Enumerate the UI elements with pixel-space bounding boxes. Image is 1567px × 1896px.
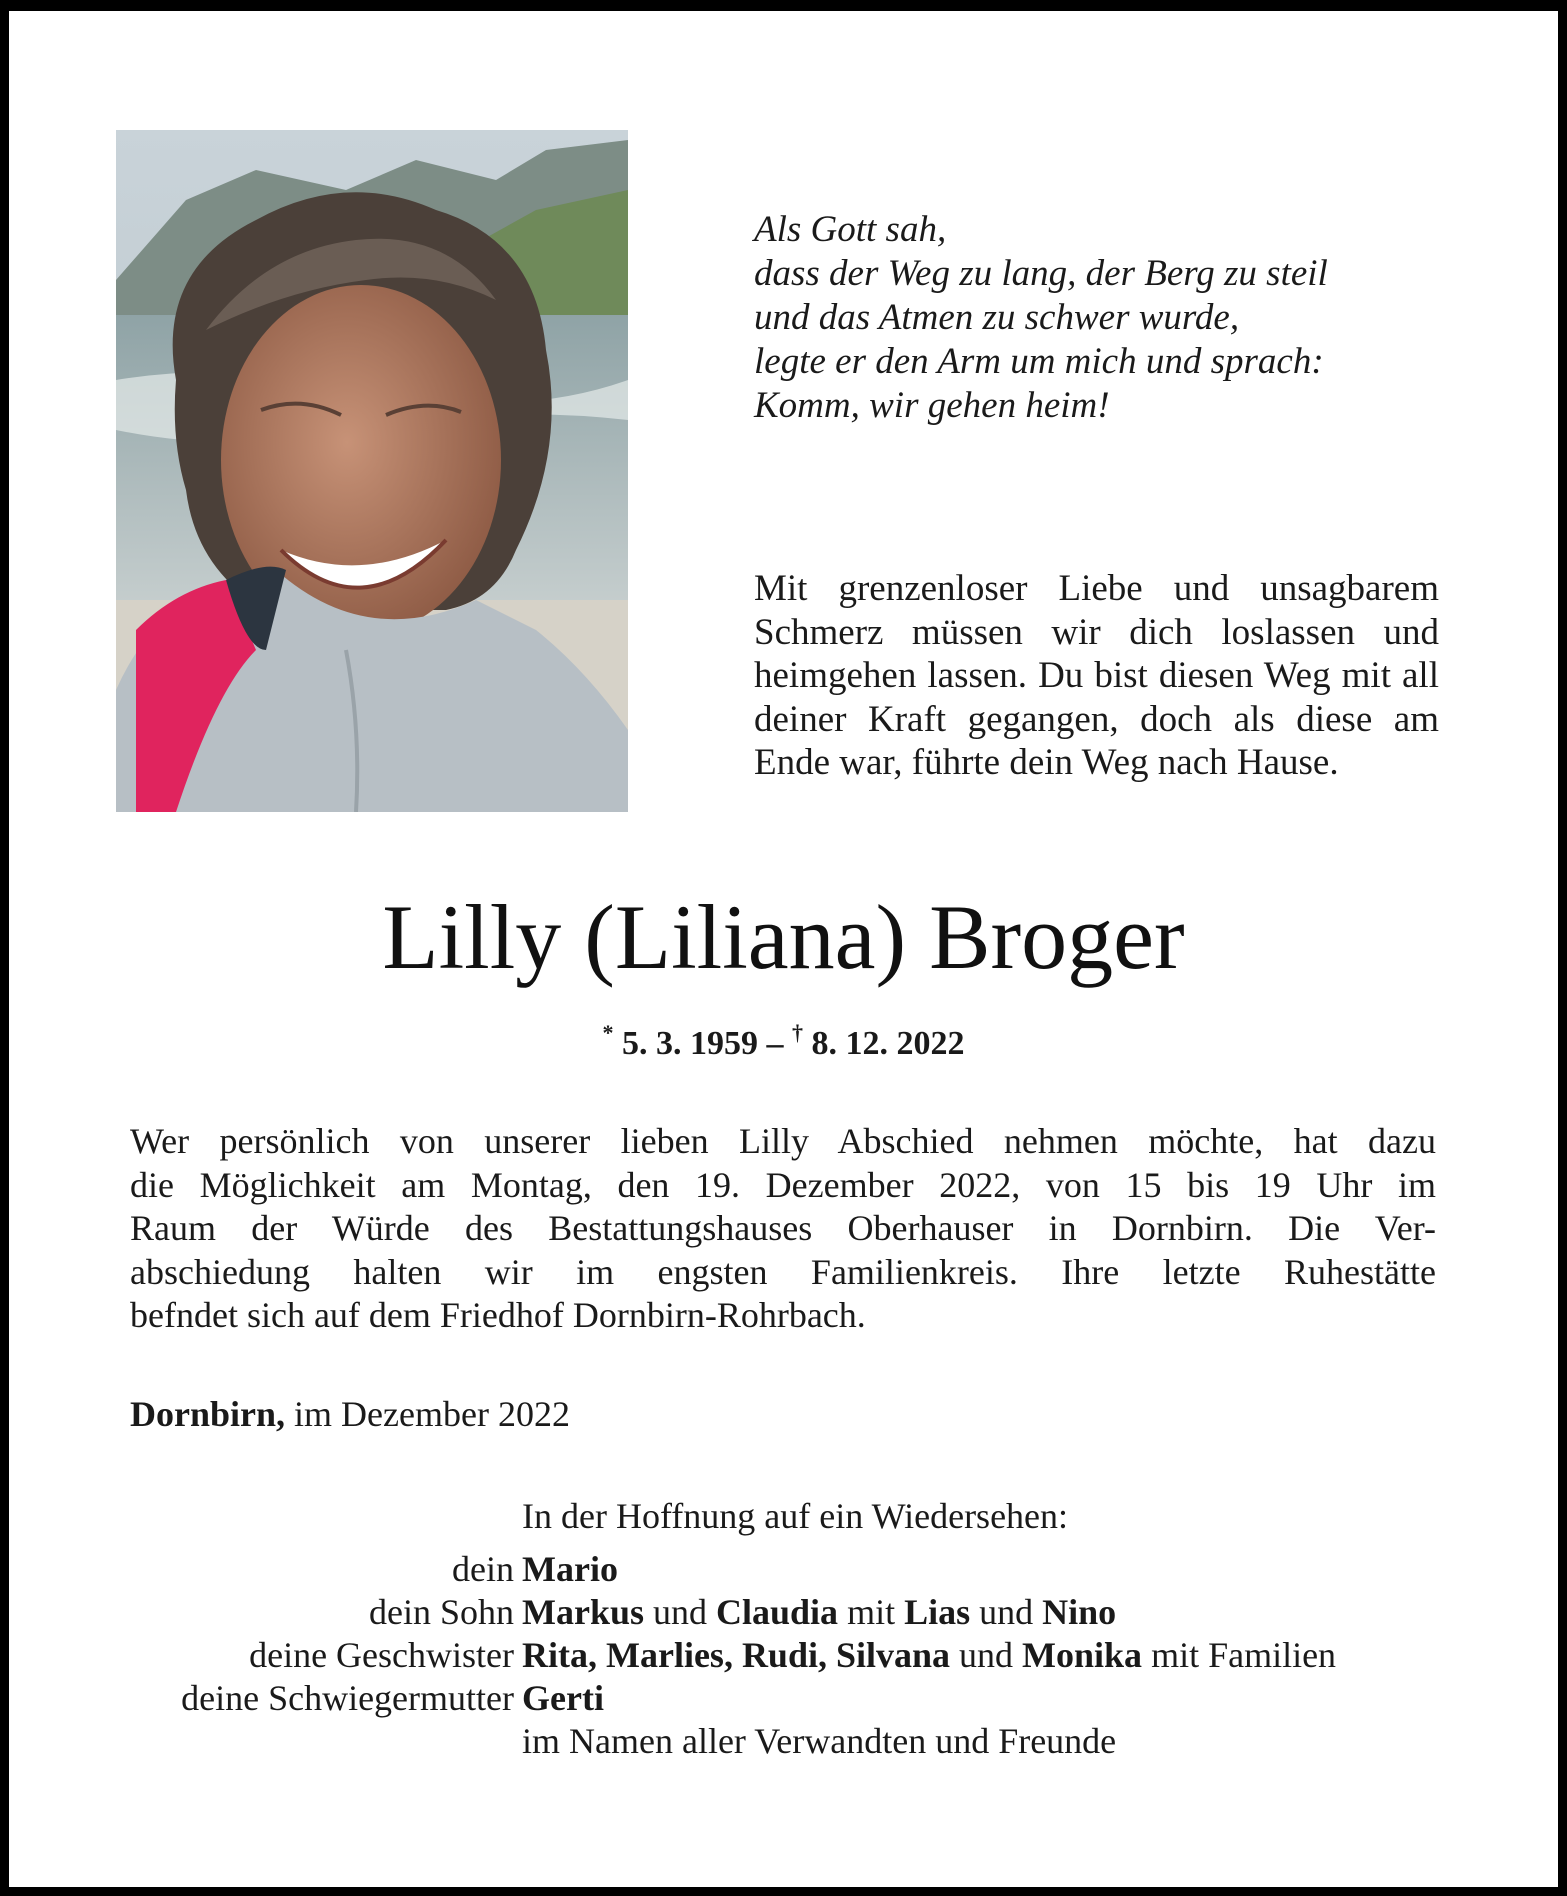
announcement-line: befndet sich auf dem Friedhof Dornbirn-Rohrbach. [130, 1295, 866, 1335]
family-member-name: Mario [522, 1549, 618, 1589]
family-relation: dein Sohn [368, 1592, 514, 1632]
family-connector: und [970, 1592, 1043, 1632]
date-separator: – [758, 1025, 792, 1062]
family-names [522, 1677, 604, 1720]
family-member-name: Monika [1022, 1635, 1143, 1675]
family-connector: mit Familien [1142, 1635, 1337, 1675]
family-member-name: Claudia [716, 1592, 839, 1632]
announcement-line: die Möglichkeit am Montag, den 19. Dezember 2022, von 15 bis 19 Uhr im [130, 1164, 1436, 1205]
family-connector: und [644, 1592, 717, 1632]
family-names [522, 1720, 1116, 1763]
family-connector: im Namen aller Verwandten und Freunde [522, 1721, 1117, 1761]
poem-line: Komm, wir gehen heim! [754, 385, 1110, 426]
family-row [0, 1591, 1567, 1634]
birth-symbol: * [602, 1020, 614, 1045]
farewell-message: Mit grenzenloser Liebe und unsagbarem Schmerz müssen wir dich loslassen und heimgehen lassen. Du bist diesen Weg mit all deiner Kraft gegangen, doch als diese am Ende war, führte dein Weg nach Hause. [754, 568, 1439, 783]
deceased-name: Lilly (Liliana) Broger [382, 886, 1185, 988]
family-connector: mit [838, 1592, 905, 1632]
family-names [522, 1548, 618, 1591]
announcement-line: Raum der Würde des Bestattungshauses Oberhauser in Dornbirn. Die Ver- [130, 1208, 1436, 1248]
life-dates [0, 1013, 1567, 1064]
place-date [130, 1392, 570, 1436]
portrait-photo [116, 130, 628, 812]
family-connector: und [950, 1635, 1023, 1675]
family-row [0, 1677, 1567, 1720]
hope-line: In der Hoffnung auf ein Wiedersehen: [522, 1496, 1069, 1536]
poem-line: legte er den Arm um mich und sprach: [754, 341, 1324, 382]
family-names [522, 1591, 1116, 1634]
family-row [0, 1548, 1567, 1591]
place-city: Dornbirn, [130, 1394, 286, 1434]
family-row [0, 1634, 1567, 1677]
birth-date: 5. 3. 1959 [622, 1025, 758, 1062]
family-list [0, 1548, 1567, 1763]
family-member-name: Nino [1042, 1592, 1117, 1632]
death-symbol: † [792, 1020, 803, 1045]
family-relation: dein [452, 1549, 514, 1589]
family-relation: deine Schwiegermutter [181, 1678, 514, 1718]
death-date: 8. 12. 2022 [811, 1025, 965, 1062]
poem-line: dass der Weg zu lang, der Berg zu steil [754, 253, 1328, 294]
family-member-name: Gerti [522, 1678, 604, 1718]
family-member-name: Rita, Marlies, Rudi, Silvana [522, 1635, 951, 1675]
family-row [0, 1720, 1567, 1763]
family-names [522, 1634, 1336, 1677]
place-date-text: im Dezember 2022 [285, 1394, 570, 1434]
announcement-line: Wer persönlich von unserer lieben Lilly Abschied nehmen möchte, hat dazu [130, 1121, 1436, 1161]
poem-line: und das Atmen zu schwer wurde, [754, 297, 1240, 338]
family-member-name: Lias [904, 1592, 971, 1632]
announcement [130, 1120, 1436, 1338]
poem [754, 208, 1394, 428]
family-relation: deine Geschwister [249, 1635, 514, 1675]
family-member-name: Markus [522, 1592, 645, 1632]
announcement-line: abschiedung halten wir im engsten Familienkreis. Ihre letzte Ruhestätte [130, 1251, 1436, 1292]
poem-line: Als Gott sah, [754, 209, 947, 250]
